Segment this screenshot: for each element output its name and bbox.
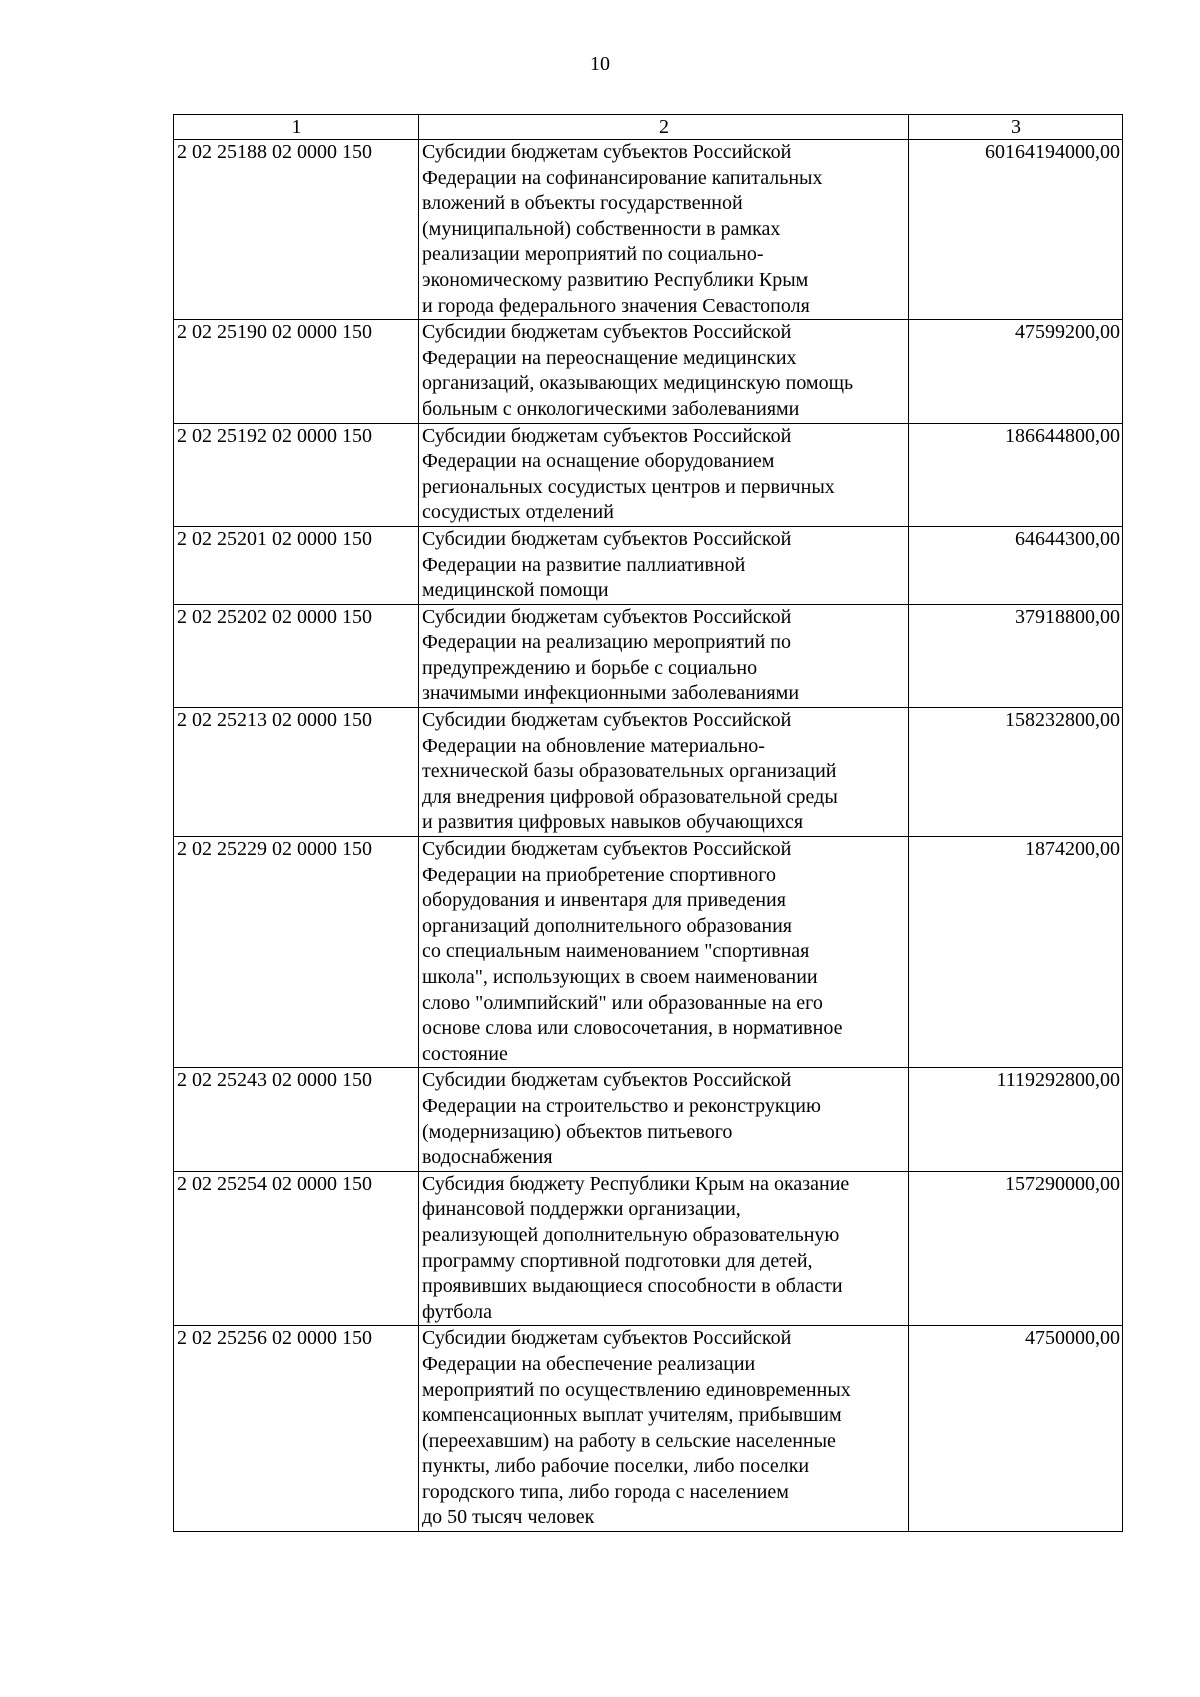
table-row — [174, 1326, 1123, 1532]
table-row — [174, 1068, 1123, 1171]
table-row — [174, 708, 1123, 837]
budget-code-cell: 2 02 25243 02 0000 150 — [174, 1068, 419, 1171]
amount-cell: 64644300,00 — [909, 526, 1123, 604]
description-cell: Субсидии бюджетам субъектов Российской Федерации на обновление материально- технической базы образовательных организаций для внедрения цифровой образовательной среды и развития цифровых навыков обучающихся — [419, 708, 909, 837]
table-row — [174, 526, 1123, 604]
table-row — [174, 1171, 1123, 1326]
column-header-code: 1 — [174, 115, 419, 140]
amount-cell: 1874200,00 — [909, 837, 1123, 1068]
budget-code-cell: 2 02 25202 02 0000 150 — [174, 604, 419, 707]
description-cell: Субсидии бюджетам субъектов Российской Федерации на обеспечение реализации мероприятий по осуществлению единовременных компенсационных выплат учителям, прибывшим (переехавшим) на работу в сельские населенные пункты, либо рабочие поселки, либо поселки городского типа, либо города с населением до 50 тысяч человек — [419, 1326, 909, 1532]
amount-cell: 186644800,00 — [909, 423, 1123, 526]
column-header-amount: 3 — [909, 115, 1123, 140]
description-cell: Субсидии бюджетам субъектов Российской Федерации на развитие паллиативной медицинской помощи — [419, 526, 909, 604]
amount-cell: 4750000,00 — [909, 1326, 1123, 1532]
amount-cell: 37918800,00 — [909, 604, 1123, 707]
budget-code-cell: 2 02 25254 02 0000 150 — [174, 1171, 419, 1326]
budget-code-cell: 2 02 25192 02 0000 150 — [174, 423, 419, 526]
description-cell: Субсидии бюджетам субъектов Российской Федерации на реализацию мероприятий по предупреждению и борьбе с социально значимыми инфекционными заболеваниями — [419, 604, 909, 707]
budget-code-cell: 2 02 25188 02 0000 150 — [174, 140, 419, 320]
budget-code-cell: 2 02 25213 02 0000 150 — [174, 708, 419, 837]
table-row — [174, 423, 1123, 526]
table-row — [174, 604, 1123, 707]
column-header-description: 2 — [419, 115, 909, 140]
table-row — [174, 140, 1123, 320]
amount-cell: 158232800,00 — [909, 708, 1123, 837]
table-row — [174, 837, 1123, 1068]
description-cell: Субсидия бюджету Республики Крым на оказание финансовой поддержки организации, реализующей дополнительную образовательную программу спортивной подготовки для детей, проявивших выдающиеся способности в области футбола — [419, 1171, 909, 1326]
budget-code-cell: 2 02 25229 02 0000 150 — [174, 837, 419, 1068]
description-cell: Субсидии бюджетам субъектов Российской Федерации на оснащение оборудованием региональных сосудистых центров и первичных сосудистых отделений — [419, 423, 909, 526]
budget-code-cell: 2 02 25201 02 0000 150 — [174, 526, 419, 604]
description-cell: Субсидии бюджетам субъектов Российской Федерации на приобретение спортивного оборудования и инвентаря для приведения организаций дополнительного образования со специальным наименованием "спортивная школа", использующих в своем наименовании слово "олимпийский" или образованные на его основе слова или словосочетания, в нормативное состояние — [419, 837, 909, 1068]
table-row — [174, 320, 1123, 423]
budget-code-cell: 2 02 25190 02 0000 150 — [174, 320, 419, 423]
amount-cell: 47599200,00 — [909, 320, 1123, 423]
description-cell: Субсидии бюджетам субъектов Российской Федерации на переоснащение медицинских организаций, оказывающих медицинскую помощь больным с онкологическими заболеваниями — [419, 320, 909, 423]
budget-code-cell: 2 02 25256 02 0000 150 — [174, 1326, 419, 1532]
description-cell: Субсидии бюджетам субъектов Российской Федерации на софинансирование капитальных вложений в объекты государственной (муниципальной) собственности в рамках реализации мероприятий по социально- экономическому развитию Республики Крым и города федерального значения Севастополя — [419, 140, 909, 320]
page-number: 10 — [590, 53, 610, 75]
budget-revenue-table — [173, 114, 1123, 1532]
description-cell: Субсидии бюджетам субъектов Российской Федерации на строительство и реконструкцию (модернизацию) объектов питьевого водоснабжения — [419, 1068, 909, 1171]
table-header-row — [174, 115, 1123, 140]
amount-cell: 60164194000,00 — [909, 140, 1123, 320]
amount-cell: 1119292800,00 — [909, 1068, 1123, 1171]
amount-cell: 157290000,00 — [909, 1171, 1123, 1326]
